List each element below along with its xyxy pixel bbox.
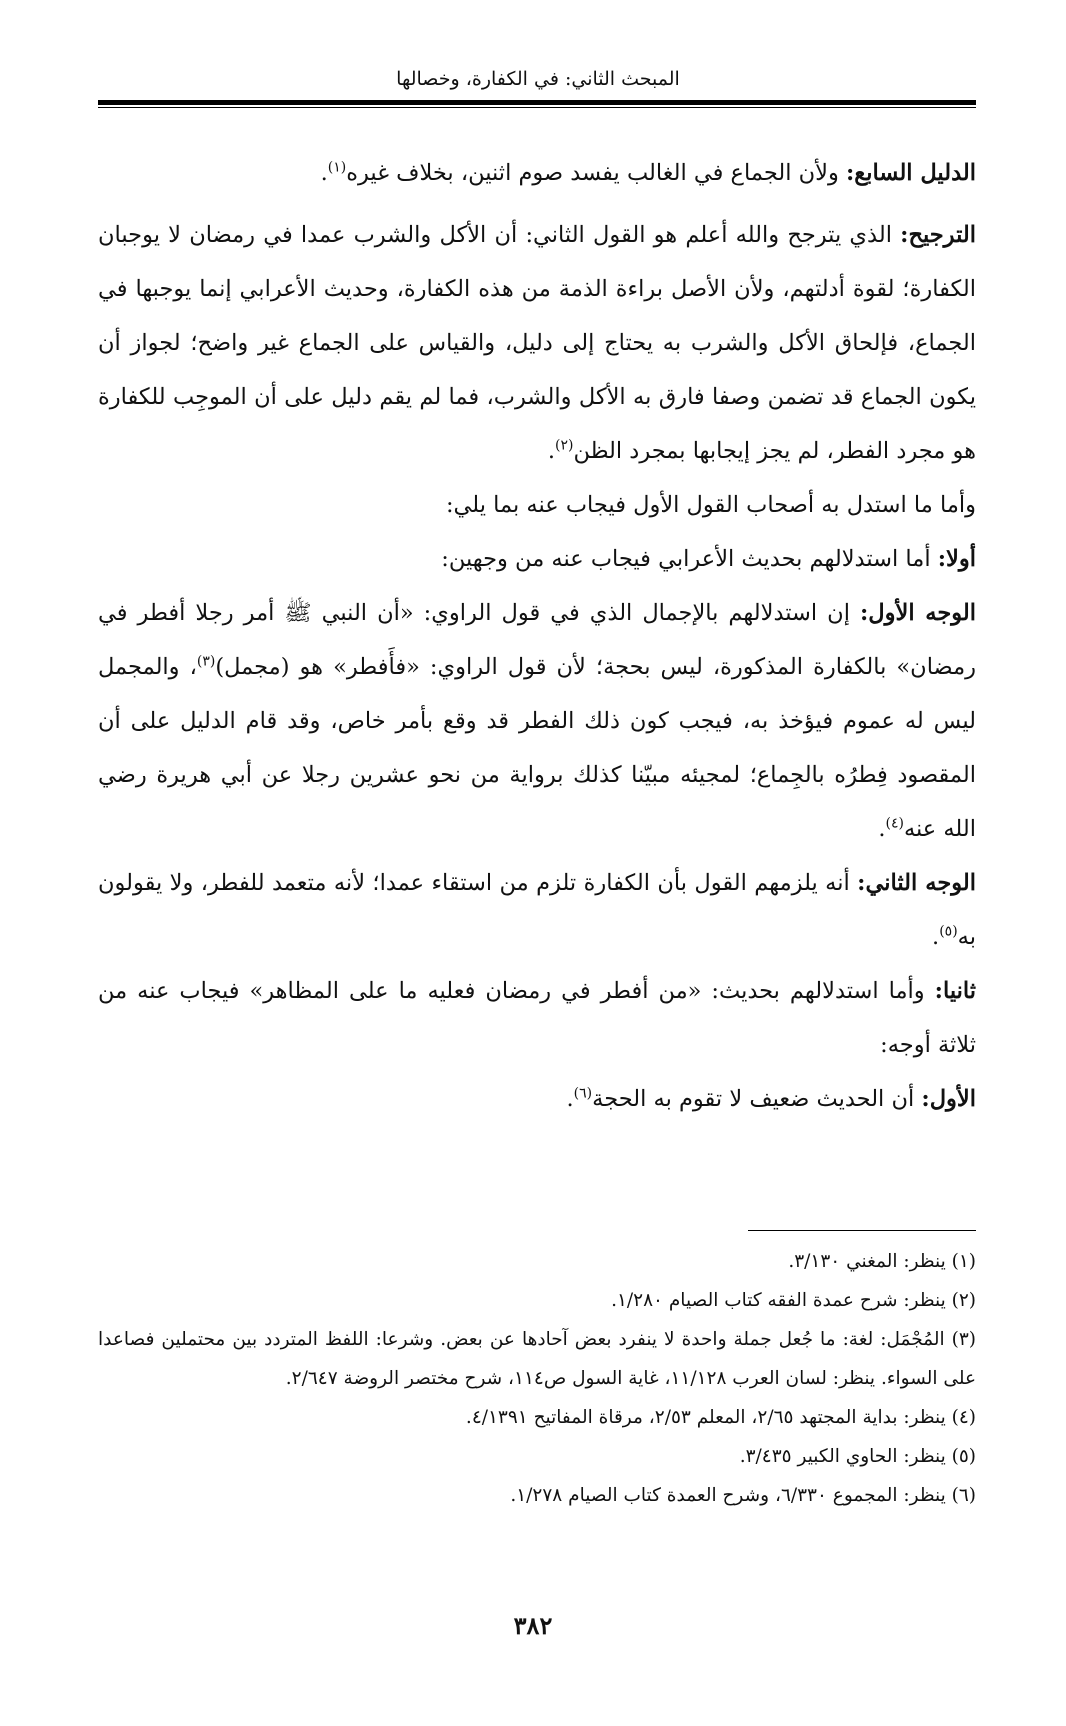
footnote-number: (٦) (951, 1485, 976, 1506)
header-rule (98, 100, 976, 108)
paragraph (98, 1072, 976, 1126)
footnote-reference[interactable]: (١) (327, 159, 347, 176)
footnote (98, 1476, 976, 1515)
paragraph-lead: الوجه الثاني: (857, 870, 977, 896)
footnote-number: (١) (951, 1251, 976, 1272)
paragraph-lead: ثانيا: (934, 978, 976, 1004)
footnote-reference[interactable]: (٤) (885, 815, 904, 832)
paragraph-tail: . (932, 924, 940, 950)
paragraph-text: وأما استدلالهم بحديث: «من أفطر في رمضان فعليه ما على المظاهر» فيجاب عنه من ثلاثة أوجه: (98, 978, 976, 1058)
footnote-text: ينظر: الحاوي الكبير ٣/٤٣٥. (739, 1446, 952, 1467)
paragraph-text: وأما ما استدل به أصحاب القول الأول فيجاب عنه بما يلي: (445, 492, 976, 518)
footnote (98, 1242, 976, 1281)
paragraph-tail: . (320, 160, 328, 186)
paragraph (98, 208, 976, 478)
paragraph (98, 478, 976, 532)
main-text (98, 146, 976, 1126)
paragraph (98, 146, 976, 200)
paragraph-lead: الأول: (921, 1086, 976, 1112)
paragraph-tail: . (566, 1086, 574, 1112)
footnote-text: ينظر: المغني ٣/١٣٠. (788, 1251, 952, 1272)
footnote-number: (٤) (951, 1407, 976, 1428)
footnote-reference[interactable]: (٢) (555, 437, 574, 454)
paragraph (98, 856, 976, 964)
footnote-text: ينظر: بداية المجتهد ٢/٦٥، المعلم ٢/٥٣، مرقاة المفاتيح ٤/١٣٩١. (465, 1407, 952, 1428)
footnote-separator (748, 1230, 976, 1231)
footnote-text: المُجْمَل: لغة: ما جُعل جملة واحدة لا ينفرد بعض آحادها عن بعض. وشرعا: اللفظ المتردد بين محتملين فصاعدا على السواء. ينظر: لسان العرب ١١/١٢٨، غاية السول ص١١٤، شرح مختصر الروضة ٢/٦٤٧. (98, 1329, 976, 1389)
paragraph-tail: . (547, 438, 555, 464)
paragraph-text: ، والمجمل ليس له عموم فيؤخذ به، فيجب كون ذلك الفطر قد وقع بأمر خاص، وقد قام الدليل على أن المقصود فِطرُه بالجِماع؛ لمجيئه مبيّنا كذلك برواية من نحو عشرين رجلا عن أبي هريرة رضي الله عنه (98, 654, 976, 842)
footnote-number: (٥) (951, 1446, 976, 1467)
running-header: المبحث الثاني: في الكفارة، وخصالها (396, 68, 680, 90)
footnotes (98, 1242, 976, 1515)
paragraph-lead: الترجيح: (900, 222, 976, 248)
footnote-reference[interactable]: (٥) (939, 923, 958, 940)
paragraph-lead: الدليل السابع: (845, 160, 976, 186)
footnote (98, 1437, 976, 1476)
footnote-text: ينظر: المجموع ٦/٣٣٠، وشرح العمدة كتاب الصيام ١/٢٧٨. (510, 1485, 952, 1506)
paragraph (98, 964, 976, 1072)
paragraph-text: أن الحديث ضعيف لا تقوم به الحجة (592, 1086, 922, 1112)
paragraph-text: أنه يلزمهم القول بأن الكفارة تلزم من استقاء عمدا؛ لأنه متعمد للفطر، ولا يقولون به (98, 870, 976, 950)
footnote-number: (٣) (951, 1329, 976, 1350)
footnote-reference[interactable]: (٣) (196, 653, 216, 670)
footnote (98, 1281, 976, 1320)
paragraph-text: الذي يترجح والله أعلم هو القول الثاني: أن الأكل والشرب عمدا في رمضان لا يوجبان الكفارة؛ لقوة أدلتهم، ولأن الأصل براءة الذمة من هذه الكفارة، وحديث الأعرابي إنما يوجبها في الجماع، فإلحاق الأكل والشرب به يحتاج إلى دليل، والقياس على الجماع غير واضح؛ لجواز أن يكون الجماع قد تضمن وصفا فارق به الأكل والشرب، فما لم يقم دليل على أن الموجِب للكفارة هو مجرد الفطر، لم يجز إيجابها بمجرد الظن (98, 222, 976, 464)
footnote-number: (٢) (951, 1290, 976, 1311)
paragraph-lead: أولا: (937, 546, 976, 572)
paragraph (98, 586, 976, 856)
footnote (98, 1398, 976, 1437)
paragraph (98, 532, 976, 586)
footnote-reference[interactable]: (٦) (573, 1085, 593, 1102)
page-number: ٣٨٢ (513, 1611, 553, 1640)
paragraph-text: إن استدلالهم بالإجمال الذي في قول الراوي: «أن النبي ﷺ أمر رجلا أفطر في رمضان» بالكفارة المذكورة، ليس بحجة؛ لأن قول الراوي: «فأَفطر» هو (مجمل) (98, 600, 976, 680)
paragraph-lead: الوجه الأول: (859, 600, 976, 626)
footnote (98, 1320, 976, 1398)
paragraph-text: ولأن الجماع في الغالب يفسد صوم اثنين، بخلاف غيره (346, 160, 846, 186)
paragraph-tail: . (878, 816, 886, 842)
paragraph-text: أما استدلالهم بحديث الأعرابي فيجاب عنه من وجهين: (441, 546, 938, 572)
footnote-text: ينظر: شرح عمدة الفقه كتاب الصيام ١/٢٨٠. (611, 1290, 952, 1311)
